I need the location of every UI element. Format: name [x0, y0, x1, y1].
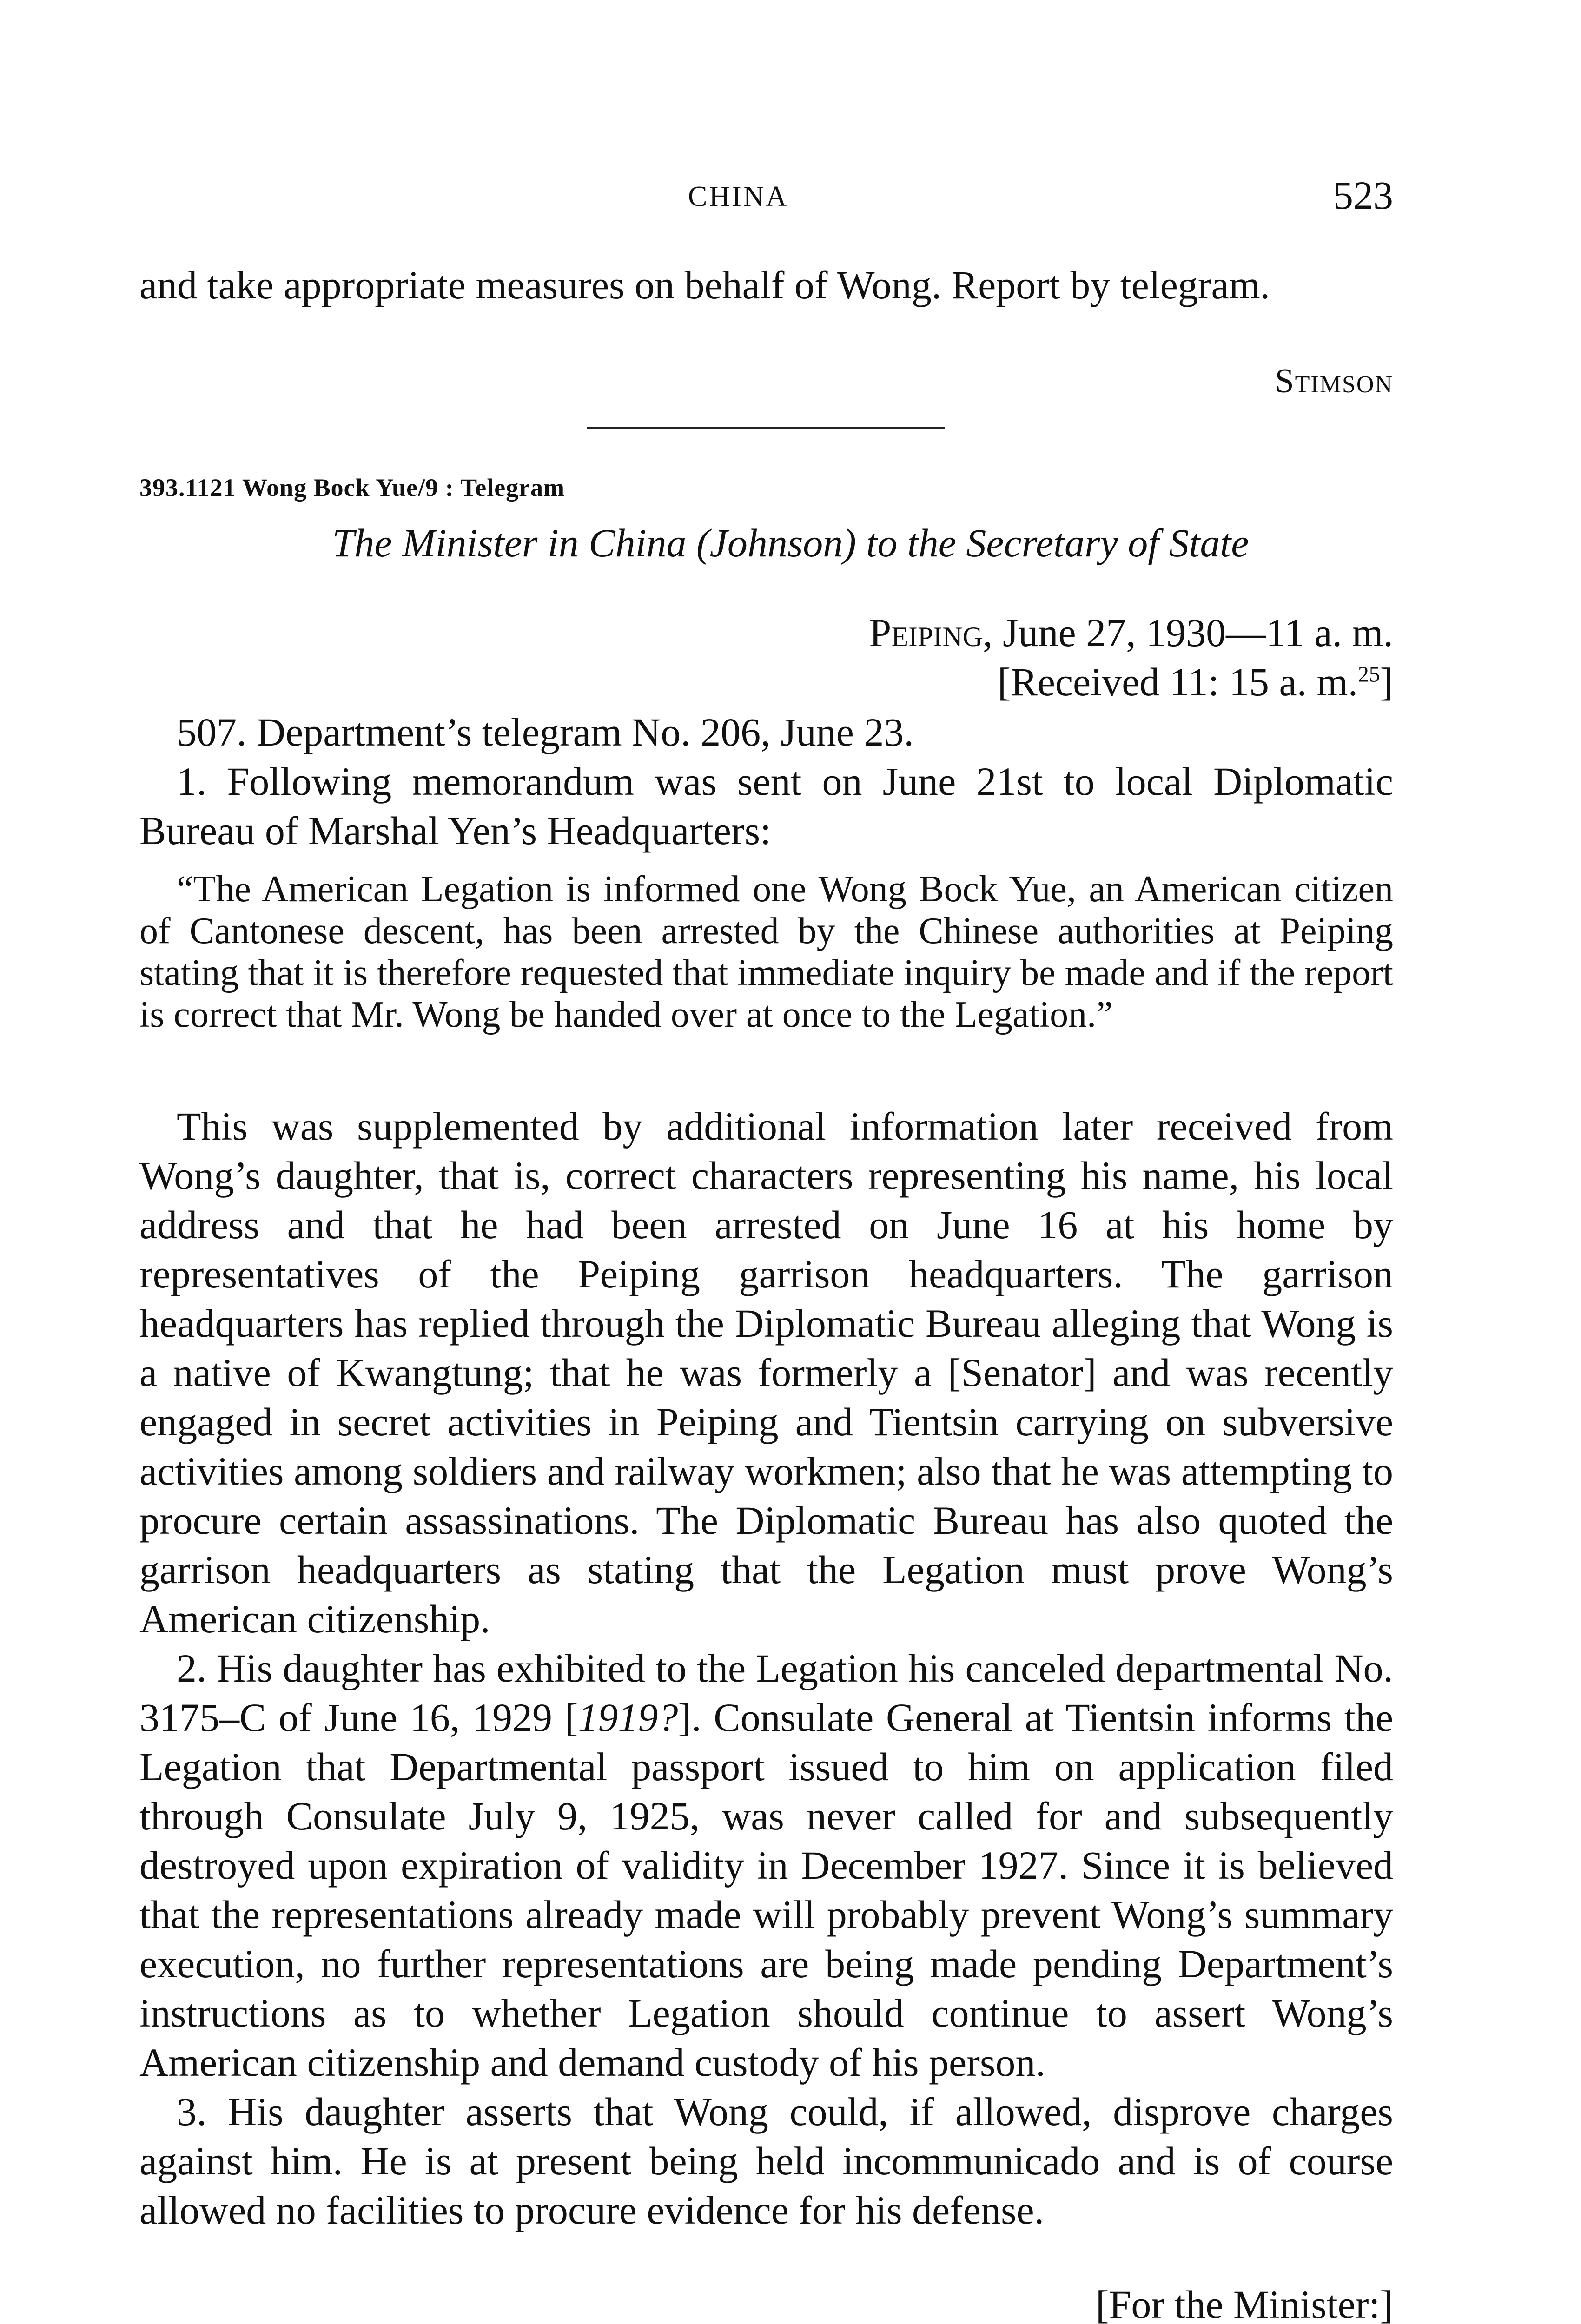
quote-text: “The American Legation is informed one Wong Bock Yue, an American citizen of Cantonese descent, has been arrested by the Chinese authorities at Peiping stating that it is therefore requested that immediate inquiry be made and if the report is correct that Mr. Wong be handed over at once to the Legation.”	[139, 869, 1393, 1035]
paragraph-3-start: 2. His daughter has exhibited to the Legation his canceled departmental No. 3175–C of June 16, 1929 [	[139, 1646, 1393, 1740]
footnote-marker: 25	[1358, 662, 1380, 687]
signature-stimson: Stimson	[1275, 362, 1393, 400]
running-title: CHINA	[688, 181, 789, 212]
paragraph-2: This was supplemented by additional information later received from Wong’s daughter, that is, correct characters representing his name, his local address and that he had been arrested on June 16 at his home by representatives of the Peiping garrison headquarters. The garrison headquarters has replied through the Diplomatic Bureau alleging that Wong is a native of Kwangtung; that he was formerly a [Senator] and was recently engaged in secret activities in Peiping and Tientsin carrying on subversive activities among soldiers and railway workmen; also that he was attempting to procure certain assassinations. The Diplomatic Bureau has also quoted the garrison headquarters as stating that the Legation must prove Wong’s American citizenship.	[139, 1104, 1393, 1641]
dateline-place: Peiping	[869, 610, 983, 655]
paragraph-3	[139, 1644, 1393, 2087]
document-heading: The Minister in China (Johnson) to the Secretary of State	[332, 521, 1249, 565]
paragraph-3-italic: 1919?	[578, 1695, 678, 1740]
section-divider	[587, 427, 945, 429]
paragraph-3-end: ]. Consulate General at Tientsin informs the Legation that Departmental passport issued to him on application filed through Consulate July 9, 1925, was never called for and subsequently destroyed upon expiration of validity in December 1927. Since it is believed that the representations already made will probably prevent Wong’s summary execution, no further representations are being made pending Department’s instructions as to whether Legation should continue to assert Wong’s American citizenship and demand custody of his person.	[139, 1695, 1394, 2085]
dateline	[869, 608, 1394, 706]
previous-document-text: and take appropriate measures on behalf of Wong. Report by telegram.	[139, 263, 1270, 307]
paragraph-1: 1. Following memorandum was sent on June 21st to local Diplomatic Bureau of Marshal Yen’s Headquarters:	[139, 759, 1393, 853]
dateline-time: , June 27, 1930—11 a. m.	[982, 610, 1393, 655]
closing-line: [For the Minister:]	[1095, 2282, 1393, 2324]
previous-document-ending	[139, 260, 1393, 310]
file-reference: 393.1121 Wong Bock Yue/9 : Telegram	[139, 474, 565, 502]
opening-line: 507. Department’s telegram No. 206, June 23.	[177, 710, 914, 754]
telegram-opening	[139, 707, 1393, 855]
running-header	[0, 172, 1581, 223]
page-number: 523	[1333, 173, 1393, 218]
received-line	[869, 657, 1394, 706]
quoted-memorandum	[139, 868, 1393, 1036]
dateline-date	[869, 608, 1394, 657]
received-close: ]	[1380, 660, 1393, 704]
telegram-body	[139, 1102, 1393, 2235]
paragraph-4: 3. His daughter asserts that Wong could, if allowed, disprove charges against him. He is at present being held incommunicado and is of course allowed no facilities to procure evidence for his defense.	[139, 2089, 1393, 2232]
received-text: [Received 11: 15 a. m.	[997, 660, 1358, 704]
